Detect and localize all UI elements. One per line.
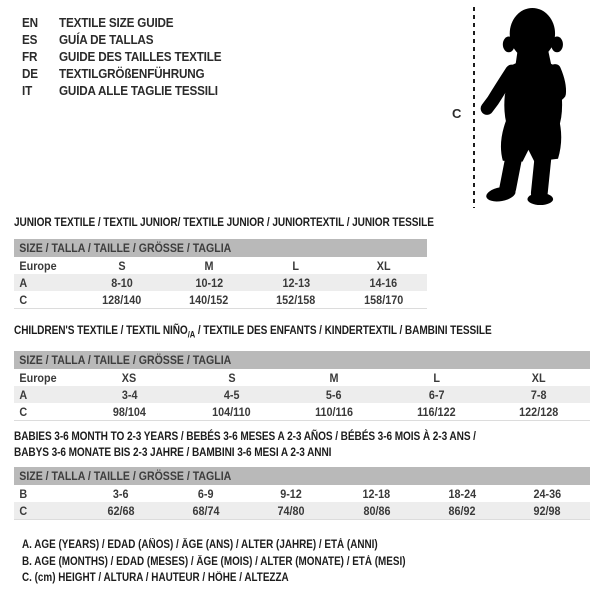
size-cell: 74/80 — [277, 503, 305, 518]
size-cell: 140/152 — [189, 292, 229, 307]
children-title-pre: CHILDREN'S TEXTILE / TEXTIL NIÑO — [14, 323, 188, 337]
size-cell: XL — [531, 370, 546, 385]
row-label: A — [19, 387, 28, 402]
size-cell: 4-5 — [223, 387, 240, 402]
size-cell: S — [118, 258, 126, 273]
children-table-rows — [14, 369, 590, 421]
baby-silhouette-icon — [477, 5, 573, 207]
size-cell: 12-18 — [362, 486, 391, 501]
table-row — [14, 502, 590, 519]
size-cell: 3-4 — [121, 387, 138, 402]
language-guide-title: GUÍA DE TALLAS — [59, 32, 154, 47]
language-code: IT — [22, 83, 33, 98]
size-cell: 6-7 — [428, 387, 445, 402]
size-cell: 116/122 — [417, 404, 456, 419]
language-guide-title: GUIDE DES TAILLES TEXTILE — [59, 49, 222, 64]
babies-title-line2: BABYS 3-6 MONATE BIS 2-3 JAHRE / BAMBINI 3-6 MESI A 2-3 ANNI — [14, 445, 332, 459]
size-cell: 7-8 — [531, 387, 547, 402]
height-measure-label: C — [452, 106, 462, 121]
children-table-title — [14, 323, 498, 342]
table-row — [14, 386, 590, 403]
language-row-en — [22, 14, 239, 31]
junior-size-table — [14, 215, 434, 309]
size-cell: 24-36 — [533, 486, 562, 501]
language-code: EN — [22, 15, 38, 30]
size-cell: 152/158 — [276, 292, 316, 307]
size-cell: 68/74 — [192, 503, 220, 518]
language-row-it — [22, 82, 239, 99]
size-cell: XS — [121, 370, 137, 385]
row-label: C — [19, 404, 28, 419]
babies-table-rows — [14, 485, 590, 520]
size-cell: L — [292, 258, 300, 273]
size-cell: 86/92 — [448, 503, 476, 518]
size-cell: 6-9 — [198, 486, 214, 501]
language-row-es — [22, 31, 239, 48]
row-label: Europe — [19, 258, 57, 273]
size-cell: L — [433, 370, 440, 385]
language-guide-title: TEXTILE SIZE GUIDE — [59, 15, 174, 30]
footnote-a: A. AGE (YEARS) / EDAD (AÑOS) / ÂGE (ANS) / ALTER (JAHRE) / ETÀ (ANNI) — [22, 539, 378, 551]
junior-table-title: JUNIOR TEXTILE / TEXTIL JUNIOR/ TEXTILE JUNIOR / JUNIORTEXTIL / JUNIOR TESSILE — [14, 215, 434, 229]
size-header-label: SIZE / TALLA / TAILLE / GRÖSSE / TAGLIA — [19, 353, 232, 368]
size-cell: 98/104 — [112, 404, 146, 419]
language-guide-title: TEXTILGRÖßENFÜHRUNG — [59, 66, 205, 81]
language-title-list — [22, 14, 239, 99]
size-cell: 3-6 — [112, 486, 129, 501]
legend-footnotes — [22, 537, 468, 587]
junior-table-rows — [14, 257, 427, 309]
size-cell: 80/86 — [363, 503, 391, 518]
footnote-c: C. (cm) HEIGHT / ALTURA / HAUTEUR / HÖHE / ALTEZZA — [22, 572, 289, 584]
size-cell: 62/68 — [107, 503, 135, 518]
size-cell: 9-12 — [280, 486, 303, 501]
language-code: DE — [22, 66, 38, 81]
size-cell: 8-10 — [110, 275, 133, 290]
row-label: C — [19, 503, 28, 518]
footnote-b: B. AGE (MONTHS) / EDAD (MESES) / ÂGE (MOIS) / ALTER (MONATE) / ETÀ (MESI) — [22, 555, 406, 568]
size-cell: S — [227, 370, 236, 385]
size-cell: 158/170 — [363, 292, 403, 307]
children-size-table — [14, 323, 590, 421]
language-row-de — [22, 65, 239, 82]
size-header-bar — [14, 239, 427, 257]
size-cell: 122/128 — [519, 404, 559, 419]
table-row — [14, 485, 590, 502]
babies-table-title — [14, 428, 498, 460]
row-label: Europe — [19, 370, 57, 385]
size-cell: 14-16 — [369, 275, 398, 290]
table-row — [14, 403, 590, 420]
size-cell: 5-6 — [326, 387, 342, 402]
children-title-sub: /A — [187, 329, 196, 340]
height-measure-dashed-line — [473, 7, 475, 208]
size-header-bar — [14, 467, 590, 485]
size-cell: 92/98 — [533, 503, 561, 518]
size-cell: 110/116 — [315, 404, 353, 419]
children-title-post: / TEXTILE DES ENFANTS / KINDERTEXTIL / BAMBINI TESSILE — [195, 323, 492, 337]
table-row — [14, 274, 427, 291]
size-cell: M — [204, 258, 214, 273]
size-header-bar — [14, 351, 590, 369]
language-row-fr — [22, 48, 239, 65]
row-label: C — [19, 292, 28, 307]
table-row — [14, 369, 590, 386]
size-cell: 18-24 — [448, 486, 476, 501]
size-cell: 12-13 — [282, 275, 310, 290]
babies-size-table — [14, 428, 590, 520]
size-cell: XL — [376, 258, 391, 273]
table-row — [14, 257, 427, 274]
size-cell: 10-12 — [195, 275, 223, 290]
row-label: A — [19, 275, 28, 290]
size-header-label: SIZE / TALLA / TAILLE / GRÖSSE / TAGLIA — [19, 469, 232, 483]
language-guide-title: GUIDA ALLE TAGLIE TESSILI — [59, 83, 218, 98]
row-label: B — [19, 486, 28, 501]
language-code: ES — [22, 32, 38, 47]
table-row — [14, 291, 427, 308]
language-code: FR — [22, 49, 38, 64]
size-cell: 104/110 — [212, 404, 251, 419]
size-cell: M — [329, 370, 339, 385]
size-cell: 128/140 — [102, 292, 142, 307]
size-header-label: SIZE / TALLA / TAILLE / GRÖSSE / TAGLIA — [19, 241, 232, 255]
babies-title-line1: BABIES 3-6 MONTH TO 2-3 YEARS / BEBÉS 3-6 MESES A 2-3 AÑOS / BÉBÉS 3-6 MOIS À 2-3 ANS / — [14, 429, 476, 443]
